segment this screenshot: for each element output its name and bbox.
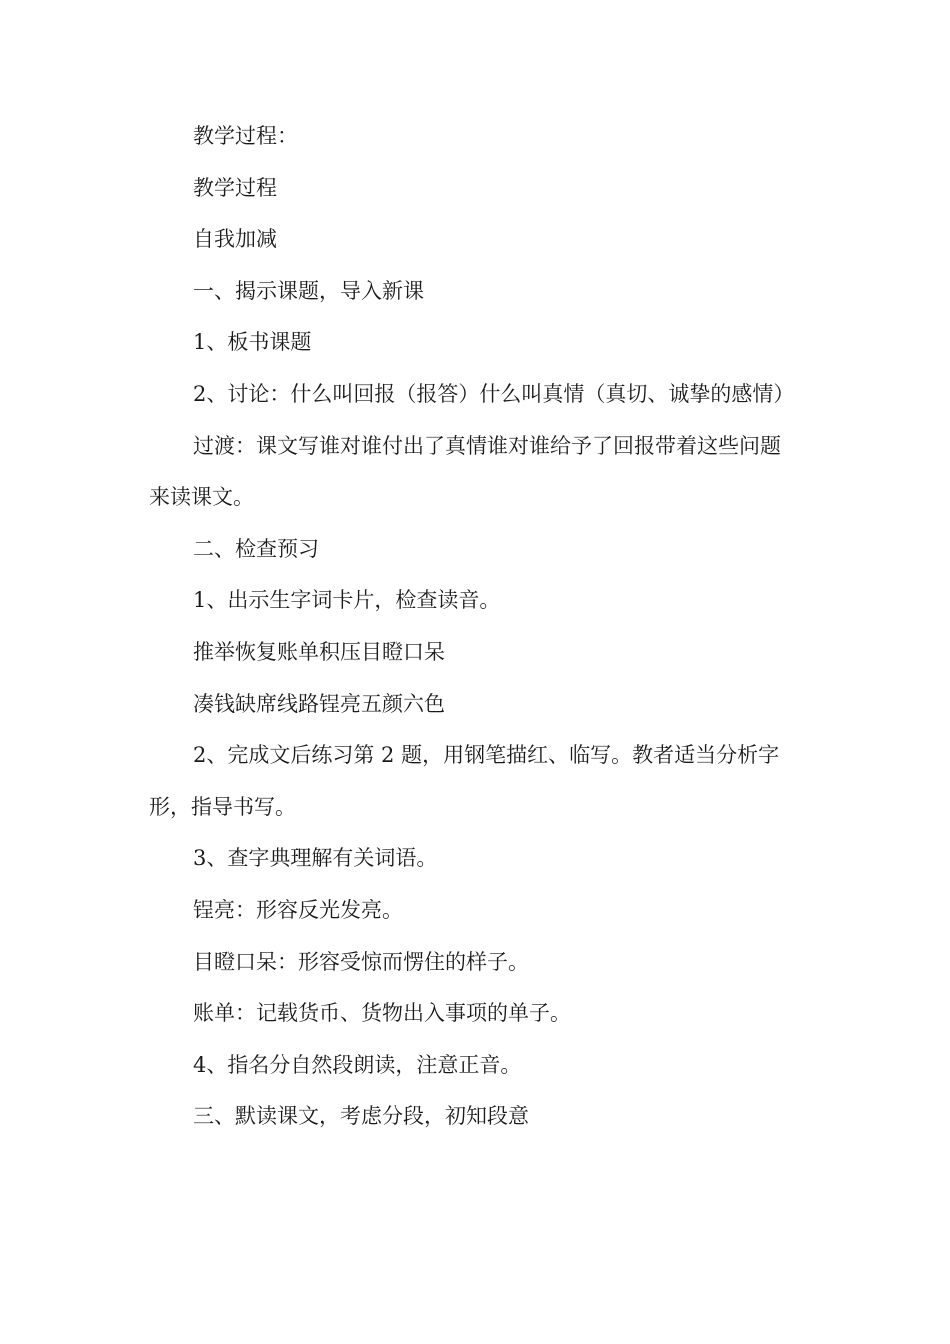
paragraph-word-list: 凑钱缺席线路锃亮五颜六色 [193,691,445,716]
paragraph-word-list: 推举恢复账单积压目瞪口呆 [193,639,445,664]
paragraph-item: 4、指名分自然段朗读，注意正音。 [193,1052,522,1077]
paragraph-item: 1、板书课题 [193,330,312,355]
paragraph-item: 1、出示生字词卡片，检查读音。 [193,588,501,613]
paragraph-definition: 账单：记载货币、货物出入事项的单子。 [193,1001,571,1026]
section-heading-2: 二、检查预习 [193,536,319,561]
paragraph-definition: 目瞪口呆：形容受惊而愣住的样子。 [193,949,529,974]
paragraph-self-assess: 自我加减 [193,227,277,252]
paragraph-item: 2、完成文后练习第 2 题，用钢笔描红、临写。教者适当分析字形，指导书写。 [149,743,780,819]
paragraph-definition: 锃亮：形容反光发亮。 [193,897,403,922]
paragraph-heading-process: 教学过程： [193,124,298,148]
paragraph-transition: 过渡：课文写谁对谁付出了真情谁对谁给予了回报带着这些问题来读课文。 [149,433,781,510]
paragraph-item: 3、查字典理解有关词语。 [193,846,438,871]
section-heading-1: 一、揭示课题，导入新课 [193,278,424,303]
section-heading-3: 三、默读课文，考虑分段，初知段意 [193,1104,529,1129]
document-body [149,111,799,1143]
paragraph-process: 教学过程 [193,175,277,200]
paragraph-item: 2、讨论：什么叫回报（报答）什么叫真情（真切、诚挚的感情） [193,381,795,406]
